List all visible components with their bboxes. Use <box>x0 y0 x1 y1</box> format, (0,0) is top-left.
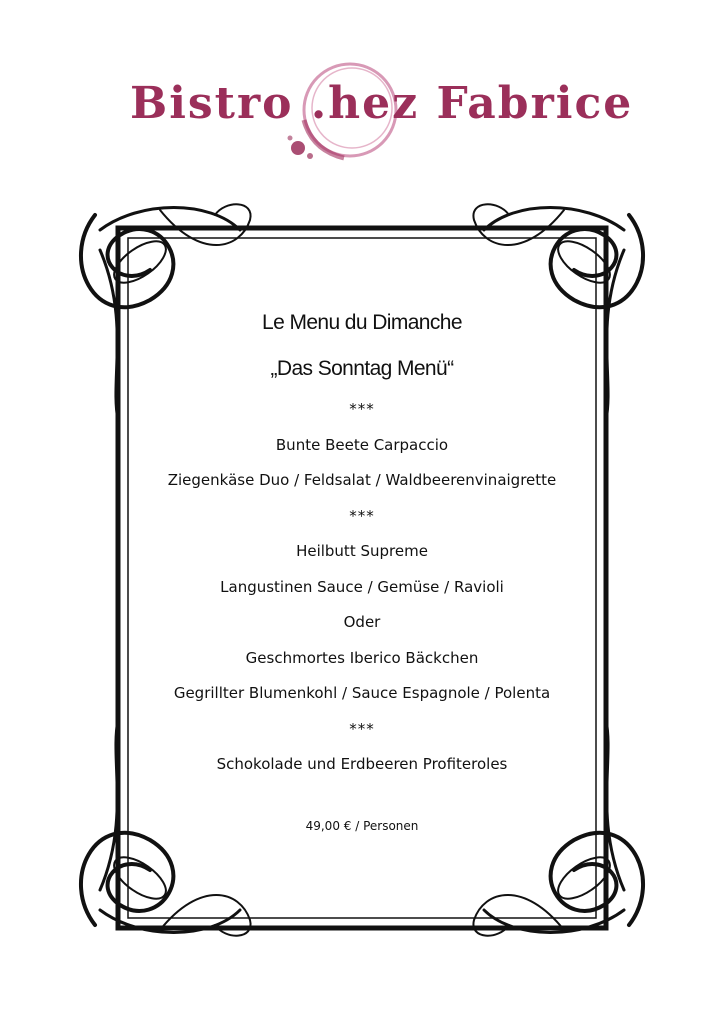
main-option-1-name: Heilbutt Supreme <box>296 542 428 560</box>
starter-description: Ziegenkäse Duo / Feldsalat / Waldbeerenvinaigrette <box>167 471 557 489</box>
starter-name: Bunte Beete Carpaccio <box>275 435 449 454</box>
main-option-2-description: Gegrillter Blumenkohl / Sauce Espagnole / Polenta <box>173 684 551 702</box>
separator: *** <box>349 400 375 418</box>
separator: *** <box>349 506 375 525</box>
menu-content <box>150 300 574 833</box>
main-option-1-description: Langustinen Sauce / Gemüse / Ravioli <box>220 577 504 596</box>
restaurant-name: Bistro .hez Fabrice <box>130 78 634 129</box>
menu-price: 49,00 € / Personen <box>305 818 419 833</box>
menu-title: Le Menu du Dimanche <box>262 311 462 334</box>
or-label: Oder <box>343 613 381 631</box>
separator: *** <box>349 719 375 738</box>
main-option-2-name: Geschmortes Iberico Bäckchen <box>245 648 479 667</box>
dessert-name: Schokolade und Erdbeeren Profiteroles <box>216 755 508 773</box>
menu-subtitle: „Das Sonntag Menü“ <box>270 357 454 380</box>
